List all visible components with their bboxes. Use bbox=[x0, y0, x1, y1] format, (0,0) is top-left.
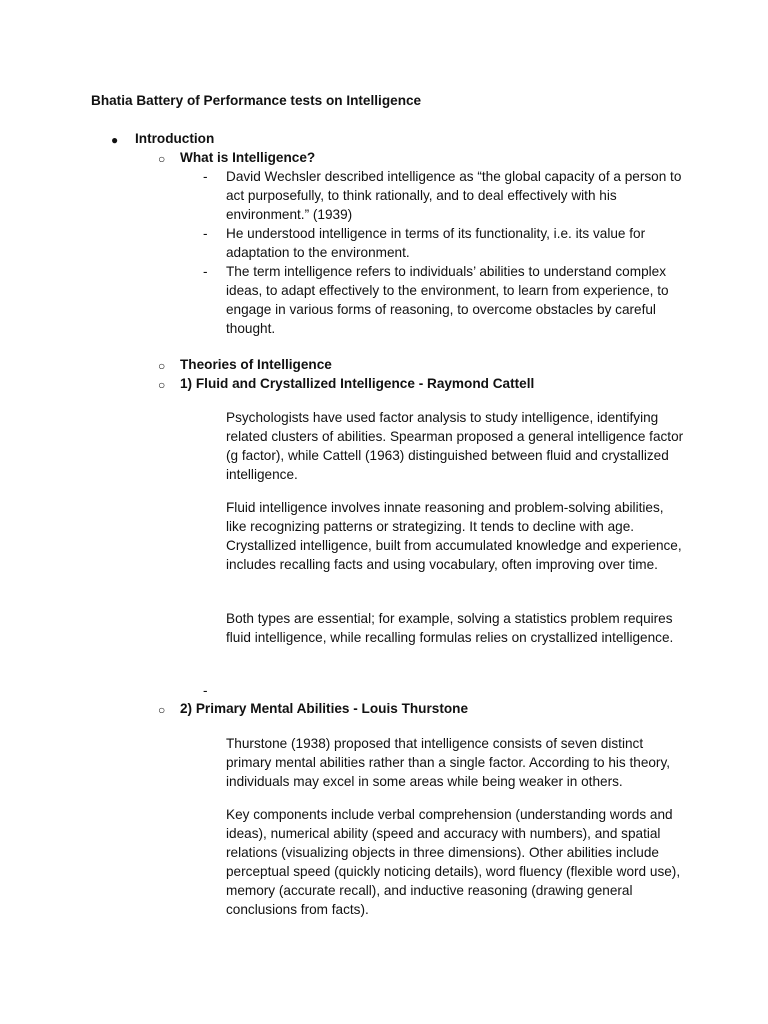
hollow-bullet-icon: ○ bbox=[158, 359, 166, 373]
subheading-thurstone: 2) Primary Mental Abilities - Louis Thurstone bbox=[180, 701, 469, 716]
list-item-definition: The term intelligence refers to individuals’ abilities to understand complex ideas, to adapt effectively to the environment, to learn from experience, to engage in various forms of reasoning, to overcome obstacles by careful thought. bbox=[226, 264, 669, 336]
hollow-bullet-icon: ○ bbox=[158, 152, 166, 166]
paragraph-cattell-3: Both types are essential; for example, solving a statistics problem requires fluid intelligence, while recalling formulas relies on crystallized intelligence. bbox=[226, 611, 674, 645]
paragraph-cattell-1: Psychologists have used factor analysis to study intelligence, identifying related clusters of abilities. Spearman proposed a general intelligence factor (g factor), while Cattell (1963) distinguished between fluid and crystallized intelligence. bbox=[226, 410, 684, 482]
subheading-cattell: 1) Fluid and Crystallized Intelligence - Raymond Cattell bbox=[180, 376, 535, 391]
dash-bullet-icon: - bbox=[203, 264, 208, 279]
document-title: Bhatia Battery of Performance tests on Intelligence bbox=[91, 93, 422, 108]
subheading-what-is-intelligence: What is Intelligence? bbox=[180, 150, 316, 165]
dash-bullet-icon: - bbox=[203, 683, 208, 698]
filled-bullet-icon: ● bbox=[111, 133, 119, 147]
paragraph-thurstone-2: Key components include verbal comprehension (understanding words and ideas), numerical ability (speed and accuracy with numbers), and spatial relations (visualizing objects in three dimensions). Other abilities include perceptual speed (quickly noticing details), word fluency (flexible word use), memory (accurate recall), and inductive reasoning (drawing general conclusions from facts). bbox=[226, 807, 681, 917]
paragraph-cattell-2: Fluid intelligence involves innate reasoning and problem-solving abilities, like recognizing patterns or strategizing. It tends to decline with age. Crystallized intelligence, built from accumulated knowledge and experience, includes recalling facts and using vocabulary, often improving over time. bbox=[226, 500, 682, 572]
section-heading-introduction: Introduction bbox=[135, 131, 215, 146]
list-item-wechsler: David Wechsler described intelligence as “the global capacity of a person to act purposefully, to think rationally, and to deal effectively with his environment.” (1939) bbox=[226, 169, 682, 222]
dash-bullet-icon: - bbox=[203, 226, 208, 241]
subheading-theories: Theories of Intelligence bbox=[180, 357, 332, 372]
list-item-functionality: He understood intelligence in terms of its functionality, i.e. its value for adaptation to the environment. bbox=[226, 226, 646, 260]
paragraph-thurstone-1: Thurstone (1938) proposed that intelligence consists of seven distinct primary mental abilities rather than a single factor. According to his theory, individuals may excel in some areas while being weaker in others. bbox=[226, 736, 671, 789]
hollow-bullet-icon: ○ bbox=[158, 378, 166, 392]
hollow-bullet-icon: ○ bbox=[158, 703, 166, 717]
dash-bullet-icon: - bbox=[203, 169, 208, 184]
